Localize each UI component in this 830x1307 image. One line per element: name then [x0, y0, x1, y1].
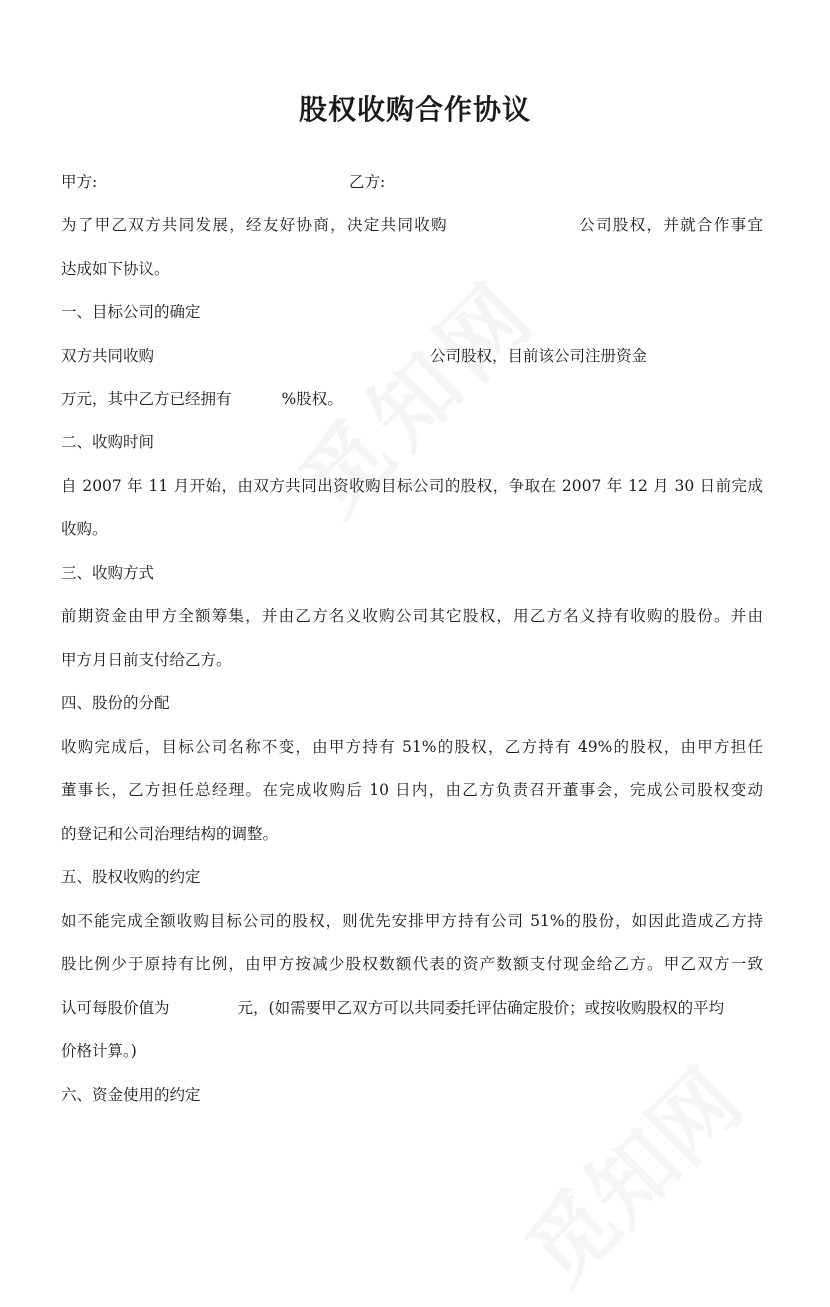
intro-line-2: 达成如下协议。 [61, 260, 170, 278]
section-4-line-2: 董事长，乙方担任总经理。在完成收购后 10 日内，由乙方负责召开董事会，完成公司股权变动 [61, 781, 763, 799]
section-3-heading: 三、收购方式 [61, 564, 155, 582]
party-a-label: 甲方: [61, 173, 98, 191]
intro-text-b: 公司股权，并就合作事宜 [577, 216, 763, 234]
section-5-line-3 [61, 998, 724, 1018]
section-1-line-2 [61, 389, 343, 409]
section-4-line-1: 收购完成后，目标公司名称不变，由甲方持有 51%的股权，乙方持有 49%的股权，由甲方担任 [61, 738, 763, 756]
section-2-line-2: 收购。 [61, 520, 108, 538]
s1-text-a: 双方共同收购 [61, 347, 155, 365]
intro-text-a: 为了甲乙双方共同发展，经友好协商，决定共同收购 [61, 216, 448, 234]
section-2-line-1: 自 2007 年 11 月开始，由双方共同出资收购目标公司的股权，争取在 2007 年 12 月 30 日前完成 [61, 477, 763, 495]
s5-text-a: 认可每股价值为 [61, 999, 170, 1017]
watermark-bottom [494, 1037, 764, 1307]
section-3-line-2: 甲方月日前支付给乙方。 [61, 651, 232, 669]
party-b-label: 乙方: [349, 173, 386, 191]
section-5-line-4: 价格计算。) [61, 1042, 137, 1060]
intro-line-1 [61, 215, 763, 235]
section-5-line-2: 股比例少于原持有比例，由甲方按减少股权数额代表的资产数额支付现金给乙方。甲乙双方一致 [61, 955, 763, 973]
parties-line [61, 172, 761, 192]
section-4-line-3: 的登记和公司治理结构的调整。 [61, 825, 279, 843]
section-4-heading: 四、股份的分配 [61, 694, 170, 712]
section-2-heading: 二、收购时间 [61, 433, 155, 451]
s1-text-c: 万元，其中乙方已经拥有 [61, 390, 232, 408]
s1-text-d: %股权。 [281, 390, 343, 408]
section-5-heading: 五、股权收购的约定 [61, 868, 201, 886]
section-6-heading: 六、资金使用的约定 [61, 1086, 201, 1104]
section-1-heading: 一、目标公司的确定 [61, 303, 201, 321]
s5-text-b: 元，(如需要甲乙双方可以共同委托评估确定股价；或按收购股权的平均 [237, 999, 725, 1017]
section-3-line-1: 前期资金由甲方全额筹集，并由乙方名义收购公司其它股权，用乙方名义持有收购的股份。并由 [61, 607, 763, 625]
section-1-line-1 [61, 346, 647, 366]
section-5-line-1: 如不能完成全额收购目标公司的股权，则优先安排甲方持有公司 51%的股份，如因此造成乙方持 [61, 912, 763, 930]
s1-text-b: 公司股权，目前该公司注册资金 [430, 347, 648, 365]
document-title: 股权收购合作协议 [298, 93, 531, 126]
